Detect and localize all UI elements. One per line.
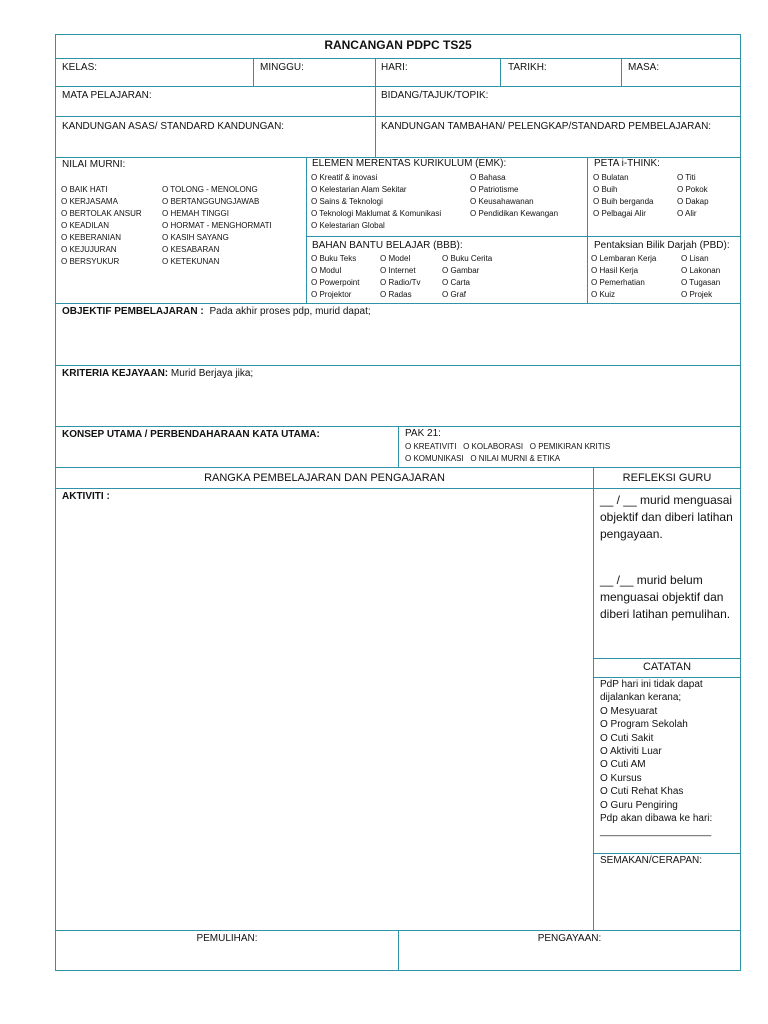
checkbox-item[interactable]: O Gambar [442,266,480,275]
checkbox-item[interactable]: O HEMAH TINGGI [162,209,229,218]
checkbox-item[interactable]: O Patriotisme [470,185,519,194]
checkbox-item[interactable]: O Internet [380,266,416,275]
checkbox-item[interactable]: O Kelestarian Global [311,221,385,230]
aktiviti-cell[interactable] [55,488,594,931]
checkbox-item[interactable]: O Pokok [677,185,708,194]
checkbox-item[interactable]: O Program Sekolah [600,719,688,731]
checkbox-item[interactable]: O Guru Pengiring [600,799,678,811]
checkbox-item[interactable]: O Radio/Tv [380,278,421,287]
mata-pelajaran-label: MATA PELAJARAN: [62,90,152,101]
bbb-list-2 [380,253,420,301]
checkbox-item[interactable]: O Buih [593,185,618,194]
hari-label: HARI: [381,62,408,73]
checkbox-item[interactable]: O Graf [442,290,467,299]
checkbox-item[interactable]: O Hasil Kerja [591,266,639,275]
checkbox-item[interactable]: O HORMAT - MENGHORMATI [162,221,272,230]
checkbox-item[interactable]: O KASIH SAYANG [162,233,229,242]
checkbox-item[interactable]: O Bulatan [593,173,629,182]
ithink-list-1 [593,172,654,220]
checkbox-item[interactable]: O Sains & Teknologi [311,197,383,206]
kandungan-asas-label: KANDUNGAN ASAS/ STANDARD KANDUNGAN: [62,121,285,132]
checkbox-item[interactable]: O Kursus [600,772,642,784]
checkbox-item[interactable]: O BERTANGGUNGJAWAB [162,197,260,206]
checkbox-item[interactable]: O BAIK HATI [61,185,108,194]
emk-heading: ELEMEN MERENTAS KURIKULUM (EMK): [312,158,507,169]
pak21-options-2[interactable]: O KOMUNIKASI O NILAI MURNI & ETIKA [405,454,561,463]
checkbox-item[interactable]: O Buku Teks [311,254,357,263]
nilai-murni-heading: NILAI MURNI: [62,159,126,170]
refleksi-text-1: __ / __ murid menguasai objektif dan diberi latihan pengayaan. [600,493,733,541]
pbd-list-1 [591,253,656,301]
checkbox-item[interactable]: O Bahasa [470,173,506,182]
checkbox-item[interactable]: O Pelbagai Alir [593,209,646,218]
checkbox-item[interactable]: O BERTOLAK ANSUR [61,209,142,218]
checkbox-item[interactable]: O Cuti Rehat Khas [600,786,684,798]
konsep-label: KONSEP UTAMA / PERBENDAHARAAN KATA UTAMA: [62,429,320,440]
checkbox-item[interactable]: O Lakonan [681,266,721,275]
checkbox-item[interactable]: O Model [380,254,411,263]
checkbox-item[interactable]: O KEADILAN [61,221,110,230]
catatan-line: Pdp akan dibawa ke hari: [600,813,713,825]
kelas-label: KELAS: [62,62,98,73]
pbd-heading: Pentaksian Bilik Darjah (PBD): [594,240,730,251]
checkbox-item[interactable]: O Kreatif & inovasi [311,173,378,182]
checkbox-item[interactable]: O Buku Cerita [442,254,493,263]
checkbox-item[interactable]: O Cuti AM [600,759,646,771]
ithink-heading: PETA i-THINK: [594,158,660,169]
checkbox-item[interactable]: O Alir [677,209,697,218]
masa-label: MASA: [628,62,660,73]
checkbox-item[interactable]: O Radas [380,290,412,299]
ithink-list-2 [677,172,709,220]
checkbox-item[interactable]: O Pendidikan Kewangan [470,209,559,218]
checkbox-item[interactable]: O Kuiz [591,290,616,299]
catatan-line: dijalankan kerana; [600,692,682,704]
kandungan-tambahan-label: KANDUNGAN TAMBAHAN/ PELENGKAP/STANDARD PEMBELAJARAN: [381,121,712,132]
pak21-options-1[interactable]: O KREATIVITI O KOLABORASI O PEMIKIRAN KRITIS [405,442,611,451]
kriteria-line [62,368,253,379]
checkbox-item[interactable]: O Teknologi Maklumat & Komunikasi [311,209,442,218]
bbb-list-3 [442,253,492,301]
checkbox-item[interactable]: O Lembaran Kerja [591,254,657,263]
objektif-text: Pada akhir proses pdp, murid dapat; [209,306,371,317]
kriteria-text: Murid Berjaya jika; [170,368,254,379]
aktiviti-label: AKTIVITI : [62,491,110,502]
catatan-line: PdP hari ini tidak dapat [600,679,703,690]
checkbox-item[interactable]: O Modul [311,266,342,275]
pengayaan-label: PENGAYAAN: [537,933,602,944]
checkbox-item[interactable]: O BERSYUKUR [61,257,120,266]
tarikh-label: TARIKH: [508,62,547,73]
pemulihan-label: PEMULIHAN: [196,933,258,944]
kriteria-label: KRITERIA KEJAYAAN: [62,368,169,379]
checkbox-item[interactable]: O Pemerhatian [591,278,645,287]
minggu-label: MINGGU: [260,62,304,73]
checkbox-item[interactable]: O KEBERANIAN [61,233,122,242]
semakan-label: SEMAKAN/CERAPAN: [600,855,703,866]
checkbox-item[interactable]: O Buih berganda [593,197,654,206]
checkbox-item[interactable]: O KETEKUNAN [162,257,220,266]
bbb-list-1 [311,253,359,301]
catatan-heading: CATATAN [642,661,692,673]
checkbox-item[interactable]: O KERJASAMA [61,197,118,206]
objektif-line [62,306,371,317]
checkbox-item[interactable]: O TOLONG - MENOLONG [162,185,258,194]
refleksi-text-2: __ /__ murid belum menguasai objektif dan diberi latihan pemulihan. [600,573,731,621]
checkbox-item[interactable]: O Mesyuarat [600,705,658,717]
pbd-list-2 [681,253,720,301]
checkbox-item[interactable]: O KESABARAN [162,245,220,254]
checkbox-item[interactable]: O Projek [681,290,713,299]
checkbox-item[interactable]: O Kelestarian Alam Sekitar [311,185,407,194]
checkbox-item[interactable]: O Carta [442,278,471,287]
emk-list-2 [470,172,558,220]
checkbox-item[interactable]: O Lisan [681,254,709,263]
objektif-label: OBJEKTIF PEMBELAJARAN : [62,306,204,317]
pak21-heading: PAK 21: [405,428,441,439]
checkbox-item[interactable]: O Cuti Sakit [600,732,654,744]
checkbox-item[interactable]: O Projektor [311,290,352,299]
refleksi-heading: REFLEKSI GURU [622,472,712,484]
checkbox-item[interactable]: O KEJUJURAN [61,245,117,254]
nilai-murni-list-1 [61,184,142,268]
checkbox-item[interactable]: O Keusahawanan [470,197,534,206]
checkbox-item[interactable]: O Aktiviti Luar [600,746,662,758]
emk-list-1 [311,172,441,232]
checkbox-item[interactable]: O Titi [677,173,696,182]
checkbox-item[interactable]: O Powerpoint [311,278,360,287]
catatan-list [600,678,712,839]
rangka-heading: RANGKA PEMBELAJARAN DAN PENGAJARAN [204,472,445,484]
nilai-murni-list-2 [162,184,272,268]
bbb-heading: BAHAN BANTU BELAJAR (BBB): [312,240,463,251]
catatan-blank-line[interactable]: ____________________ [600,826,712,838]
checkbox-item[interactable]: O Tugasan [681,278,721,287]
checkbox-item[interactable]: O Dakap [677,197,709,206]
bidang-label: BIDANG/TAJUK/TOPIK: [381,90,489,101]
page-title: RANCANGAN PDPC TS25 [324,38,472,52]
